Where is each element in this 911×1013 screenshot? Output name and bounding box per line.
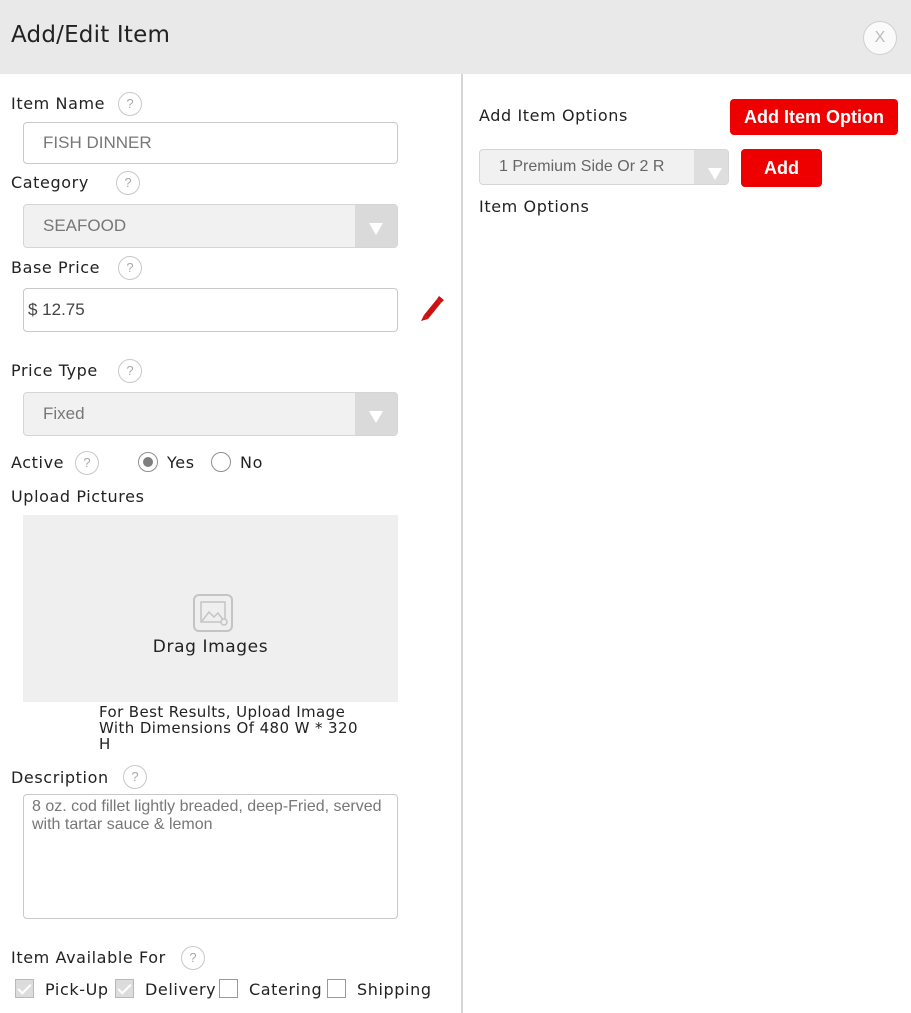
- category-selected-value: SEAFOOD: [43, 216, 127, 235]
- upload-pictures-label: Upload Pictures: [11, 487, 145, 506]
- item-name-input[interactable]: FISH DINNER: [23, 122, 398, 164]
- image-dropzone[interactable]: [23, 515, 398, 702]
- price-type-selected-value: Fixed: [43, 404, 85, 423]
- add-item-option-button[interactable]: Add Item Option: [730, 99, 898, 135]
- price-type-select[interactable]: [23, 392, 398, 436]
- category-select[interactable]: [23, 204, 398, 248]
- drag-images-text: Drag Images: [152, 637, 269, 657]
- chevron-down-icon: [355, 393, 397, 435]
- active-yes-radio[interactable]: [138, 452, 158, 472]
- delivery-label: Delivery: [145, 980, 217, 999]
- add-button[interactable]: Add: [741, 149, 822, 187]
- description-help-icon[interactable]: ?: [123, 765, 147, 789]
- category-help-icon[interactable]: ?: [116, 171, 140, 195]
- chevron-down-icon: [694, 150, 728, 184]
- item-name-label: Item Name: [11, 94, 106, 113]
- active-yes-label: Yes: [167, 453, 195, 472]
- dialog-title: Add/Edit Item: [11, 22, 171, 48]
- price-type-help-icon[interactable]: ?: [118, 359, 142, 383]
- close-button[interactable]: X: [863, 21, 897, 55]
- shipping-checkbox[interactable]: [327, 979, 346, 998]
- active-no-label: No: [240, 453, 263, 472]
- pickup-label: Pick-Up: [45, 980, 109, 999]
- catering-label: Catering: [249, 980, 323, 999]
- item-option-select[interactable]: [479, 149, 729, 185]
- description-textarea[interactable]: 8 oz. cod fillet lightly breaded, deep-Fried, served with tartar sauce & lemon: [23, 794, 398, 919]
- edit-pencil-icon[interactable]: [418, 293, 444, 321]
- chevron-down-icon: [355, 205, 397, 247]
- pickup-checkbox[interactable]: [15, 979, 34, 998]
- item-available-for-help-icon[interactable]: ?: [181, 946, 205, 970]
- shipping-label: Shipping: [357, 980, 432, 999]
- image-placeholder-icon: [192, 593, 234, 633]
- add-item-options-label: Add Item Options: [479, 106, 628, 125]
- base-price-help-icon[interactable]: ?: [118, 256, 142, 280]
- delivery-checkbox[interactable]: [115, 979, 134, 998]
- item-option-selected-value: 1 Premium Side Or 2 R: [499, 158, 665, 175]
- upload-hint: For Best Results, Upload Image With Dimensions Of 480 W * 320 H: [99, 703, 358, 753]
- active-no-radio[interactable]: [211, 452, 231, 472]
- panel-divider: [461, 74, 463, 1013]
- active-help-icon[interactable]: ?: [75, 451, 99, 475]
- item-available-for-label: Item Available For: [11, 948, 166, 967]
- price-type-label: Price Type: [11, 361, 98, 380]
- category-label: Category: [11, 173, 89, 192]
- description-label: Description: [11, 768, 109, 787]
- item-options-label: Item Options: [479, 197, 590, 216]
- catering-checkbox[interactable]: [219, 979, 238, 998]
- dialog-header: [0, 0, 911, 74]
- base-price-input[interactable]: $ 12.75: [23, 288, 398, 332]
- base-price-label: Base Price: [11, 258, 101, 277]
- active-label: Active: [11, 453, 65, 472]
- item-name-help-icon[interactable]: ?: [118, 92, 142, 116]
